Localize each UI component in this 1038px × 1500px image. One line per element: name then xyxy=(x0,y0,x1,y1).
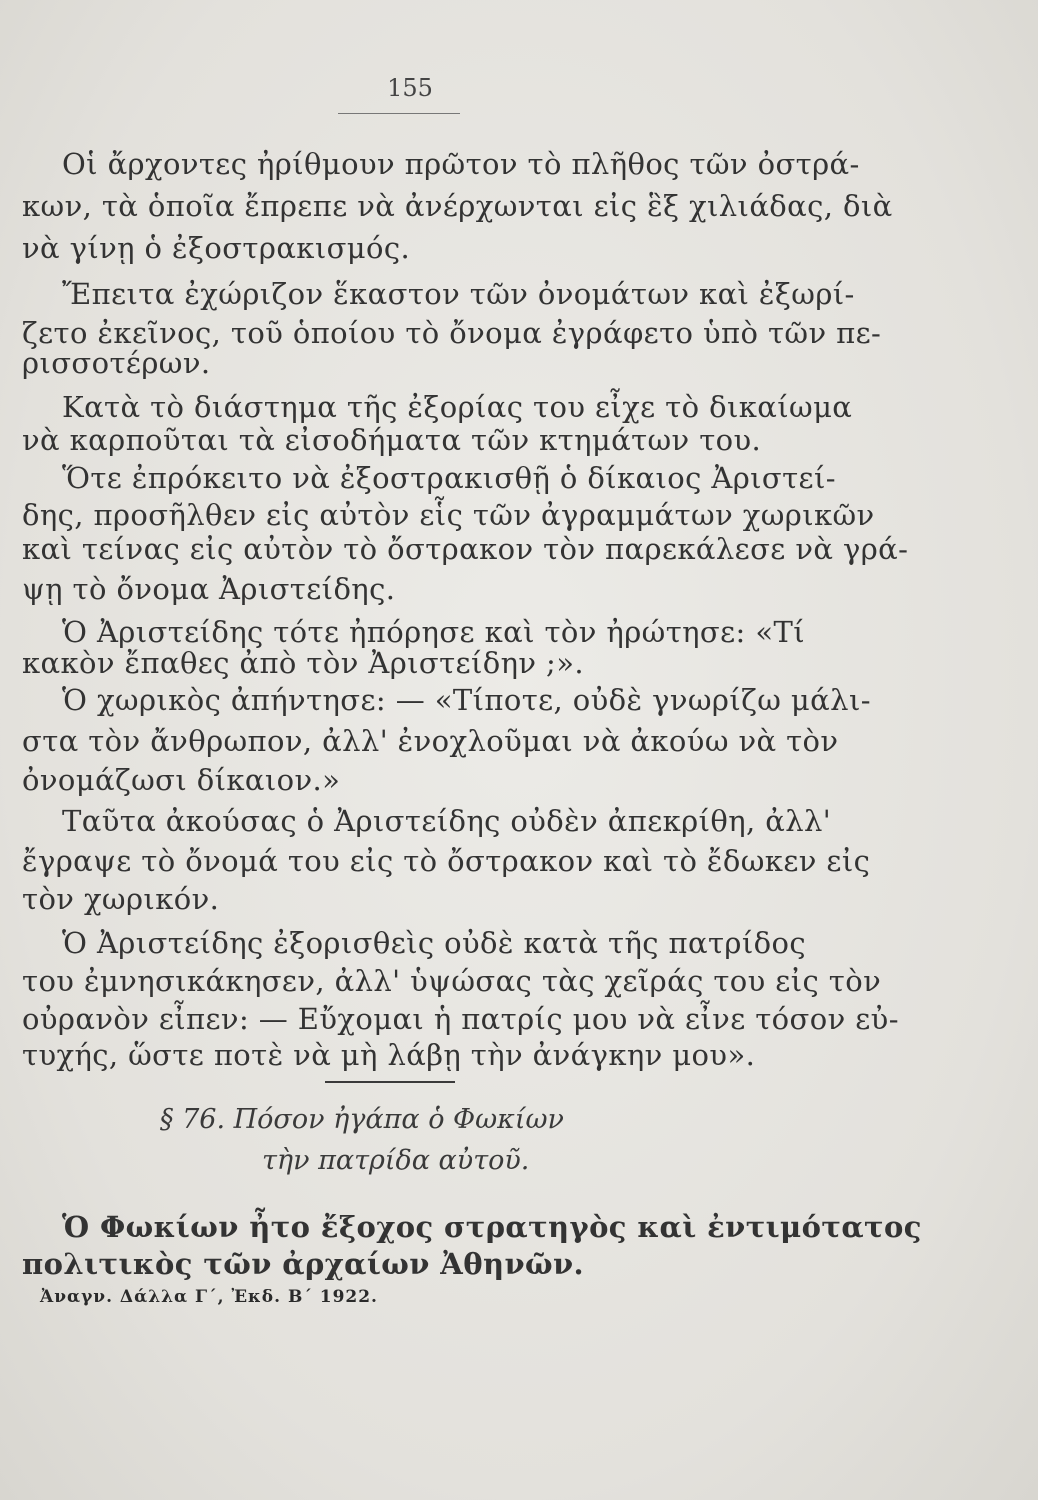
text-line-16: στα τὸν ἄνθρωπον, ἀλλ' ἐνοχλοῦμαι νὰ ἀκούω νὰ τὸν xyxy=(22,724,839,758)
text-line-6: ρισσοτέρων. xyxy=(22,346,211,380)
text-line-12: ψῃ τὸ ὄνομα Ἀριστείδης. xyxy=(22,572,396,606)
text-line-3: νὰ γίνῃ ὁ ἐξοστρακισμός. xyxy=(22,231,411,265)
text-line-13: Ὁ Ἀριστείδης τότε ἠπόρησε καὶ τὸν ἠρώτησε: «Τί xyxy=(62,615,805,649)
text-line-24: τυχής, ὥστε ποτὲ νὰ μὴ λάβῃ τὴν ἀνάγκην μου». xyxy=(22,1038,756,1072)
text-line-11: καὶ τείνας εἰς αὐτὸν τὸ ὄστρακον τὸν παρεκάλεσε νὰ γρά- xyxy=(22,532,909,566)
text-line-7: Κατὰ τὸ διάστημα τῆς ἐξορίας του εἶχε τὸ δικαίωμα xyxy=(62,390,853,424)
text-line-21: Ὁ Ἀριστείδης ἐξορισθεὶς οὐδὲ κατὰ τῆς πατρίδος xyxy=(62,926,806,960)
text-line-22: του ἐμνησικάκησεν, ἀλλ' ὑψώσας τὰς χεῖράς του εἰς τὸν xyxy=(22,964,882,998)
text-line-5: ζετο ἐκεῖνος, τοῦ ὁποίου τὸ ὄνομα ἐγράφετο ὑπὸ τῶν πε- xyxy=(22,316,882,350)
text-line-4: Ἔπειτα ἐχώριζον ἕκαστον τῶν ὀνομάτων καὶ ἐξωρί- xyxy=(62,277,855,311)
text-line-17: ὀνομάζωσι δίκαιον.» xyxy=(22,763,341,797)
section-heading-line-1: § 76. Πόσον ἠγάπα ὁ Φωκίων xyxy=(160,1104,564,1135)
text-line-2: κων, τὰ ὁποῖα ἔπρεπε νὰ ἀνέρχωνται εἰς ἓξ χιλιάδας, διὰ xyxy=(22,189,893,223)
text-line-23: οὐρανὸν εἶπεν: — Εὔχομαι ἡ πατρίς μου νὰ εἶνε τόσον εὐ- xyxy=(22,1002,899,1036)
text-line-20: τὸν χωρικόν. xyxy=(22,882,220,916)
text-line-9: Ὅτε ἐπρόκειτο νὰ ἐξοστρακισθῇ ὁ δίκαιος Ἀριστεί- xyxy=(62,461,836,495)
text-line-19: ἔγραψε τὸ ὄνομά του εἰς τὸ ὄστρακον καὶ τὸ ἔδωκεν εἰς xyxy=(22,844,871,878)
header-rule xyxy=(338,113,460,114)
text-line-14: κακὸν ἔπαθες ἀπὸ τὸν Ἀριστείδην ;». xyxy=(22,646,584,680)
section-heading-line-2: τὴν πατρίδα αὐτοῦ. xyxy=(262,1145,530,1176)
closing-line-1: Ὁ Φωκίων ἦτο ἔξοχος στρατηγὸς καὶ ἐντιμότατος xyxy=(62,1210,922,1244)
closing-line-2: πολιτικὸς τῶν ἀρχαίων Ἀθηνῶν. xyxy=(22,1247,584,1281)
page-number: 155 xyxy=(387,74,433,102)
text-line-15: Ὁ χωρικὸς ἀπήντησε: — «Τίποτε, οὐδὲ γνωρίζω μάλι- xyxy=(62,683,871,717)
text-line-10: δης, προσῆλθεν εἰς αὐτὸν εἷς τῶν ἀγραμμάτων χωρικῶν xyxy=(22,498,875,532)
text-line-8: νὰ καρποῦται τὰ εἰσοδήματα τῶν κτημάτων του. xyxy=(22,423,762,457)
text-line-1: Οἱ ἄρχοντες ἠρίθμουν πρῶτον τὸ πλῆθος τῶν ὀστρά- xyxy=(62,147,860,181)
section-divider xyxy=(325,1081,455,1083)
footer-signature: Ἀναγν. Δάλλα Γ΄, Ἐκδ. Β΄ 1922. xyxy=(40,1287,378,1307)
text-line-18: Ταῦτα ἀκούσας ὁ Ἀριστείδης οὐδὲν ἀπεκρίθη, ἀλλ' xyxy=(62,804,832,838)
